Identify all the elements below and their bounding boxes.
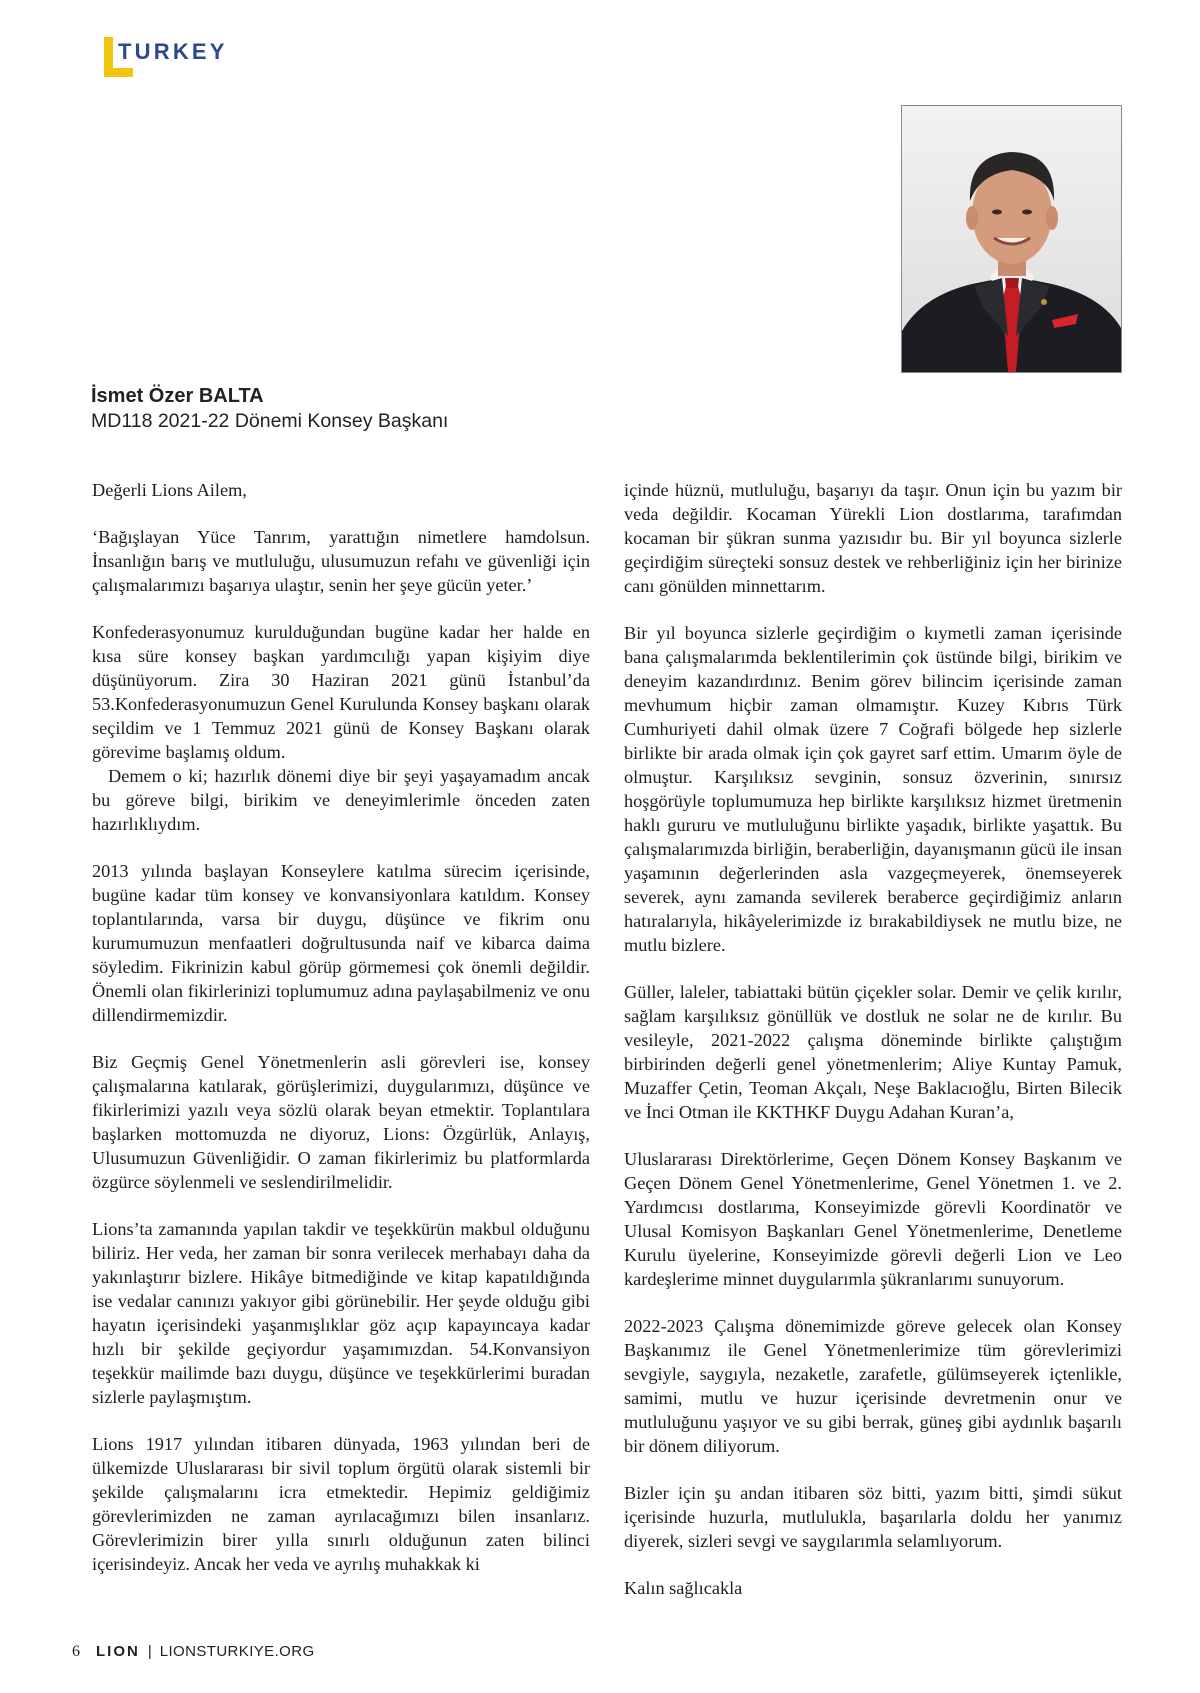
letter-paragraph: Konfederasyonumuz kurulduğundan bugüne kadar her halde en kısa süre konsey başkan yardımcılığı yapan kişiyim diye düşünüyorum. Zira 30 Haziran 2021 günü İstanbul’da 53.Konfederasyonumuzun Genel Kurulunda Konsey başkanı olarak seçildim ve 1 Temmuz 2021 günü de Konsey Başkanı olarak görevime başlamış oldum. <box>92 622 590 762</box>
letter-column-right <box>624 478 1122 1623</box>
author-photo <box>901 105 1122 373</box>
letter-paragraph: 2013 yılında başlayan Konseylere katılma sürecim içerisinde, bugüne kadar tüm konsey ve konvansiyonlara katıldım. Konsey toplantılarında, varsa bir duygu, düşünce ve fikrim onu kurumumuzun menfaatleri doğrultusunda naif ve kibarca daima söyledim. Fikrinizin kabul görüp görmemesi çok önemli değildir. Önemli olan fikirlerinizi toplumumuz adına paylaşabilmeniz ve onu dillendirmemizdir. <box>92 861 590 1025</box>
author-name: İsmet Özer BALTA <box>91 385 264 407</box>
page-number: 6 <box>72 1643 80 1660</box>
letter-paragraph: Değerli Lions Ailem, <box>92 480 247 500</box>
letter-paragraph: Güller, laleler, tabiattaki bütün çiçekler solar. Demir ve çelik kırılır, sağlam karşılıksız gönüllük ve dostluk ne solar ne de kırılır. Bu vesileyle, 2021-2022 çalışma döneminde birlikte çalıştığım birbirinden değerli genel yönetmenlerim; Aliye Kuntay Pamuk, Muzaffer Çetin, Teoman Akçalı, Neşe Baklacıoğlu, Birten Bilecik ve İnci Otman ile KKTHKF Duygu Adahan Kuran’a, <box>624 982 1122 1122</box>
page-footer <box>72 1643 315 1661</box>
website-link[interactable]: LIONSTURKIYE.ORG <box>159 1643 315 1660</box>
author-role: MD118 2021-22 Dönemi Konsey Başkanı <box>91 410 449 432</box>
letter-paragraph: Lions 1917 yılından itibaren dünyada, 1963 yılından beri de ülkemizde Uluslararası bir sivil toplum örgütü olarak sistemli bir şekilde çalışmalarını icra etmektedir. Hepimiz geldiğimiz görevlerimizden ne zaman ayrılacağımızı bilen insanlarız. Görevlerimizin birer yılla sınırlı olduğunun zaten bilinci içerisindeyiz. Ancak her veda ve ayrılış muhakkak ki <box>92 1434 590 1574</box>
letter-paragraph: 2022-2023 Çalışma dönemimizde göreve gelecek olan Konsey Başkanımız ile Genel Yönetmenlerimize tüm görevlerimizi sevgiyle, saygıyla, nezaketle, zarafetle, gülümseyerek içtenlikle, samimi, mutlu ve huzur içerisinde devretmenin onur ve mutluluğunu yaşıyor ve su gibi berrak, güneş gibi aydınlık başarılı bir dönem diliyorum. <box>624 1316 1122 1456</box>
letter-paragraph: Bizler için şu andan itibaren söz bitti, yazım bitti, şimdi sükut içerisinde huzurla, mutlulukla, başarılarla doldu her yanımız diyerek, sizleri sevgi ve saygılarımla selamlıyorum. <box>624 1483 1122 1551</box>
letter-paragraph: içinde hüznü, mutluluğu, başarıyı da taşır. Onun için bu yazım bir veda değildir. Kocaman Yürekli Lion dostlarıma, tarafımdan kocaman bir şükran sunma yazısıdır bu. Bir yıl boyunca sizlerle geçirdiğim süreçteki sonsuz destek ve rehberliğiniz için her birinize canı gönülden minnettarım. <box>624 480 1122 596</box>
letter-closing: Kalın sağlıcakla <box>624 1578 743 1598</box>
letter-paragraph: Lions’ta zamanında yapılan takdir ve teşekkürün makbul olduğunu biliriz. Her veda, her zaman bir sonra verilecek merhabayı daha da yakınlaştırır bizlere. Hikâye bitmediğinde ve kitap kapatıldığında ise vedalar canınızı yakıyor gibi görünebilir. Her şeyde olduğu gibi hayatın içerisindeki yaşanmışlıklar göz açıp kapayıncaya kadar hızlı bir şekilde geçiyordur yaşamımızdan. 54.Konvansiyon teşekkür mailimde bazı duygu, düşünce ve teşekkürlerimi buradan sizlerle paylaşmıştım. <box>92 1219 590 1407</box>
logo-text: TURKEY <box>118 39 228 64</box>
letter-column-left <box>92 478 590 1599</box>
footer-separator: | <box>147 1643 152 1660</box>
letter-paragraph: Demem o ki; hazırlık dönemi diye bir şeyi yaşayamadım ancak bu göreve bilgi, birikim ve deneyimlerimle önceden zaten hazırlıklıydım. <box>92 766 590 834</box>
letter-paragraph: Bir yıl boyunca sizlerle geçirdiğim o kıymetli zaman içerisinde bana çalışmalarımda beklentilerimin çok üstünde bilgi, birikim ve deneyim kazandırdınız. Benim görev bilincim içerisinde zaman mevhumum hiçbir zaman olmamıştır. Kuzey Kıbrıs Türk Cumhuriyeti dahil olmak üzere 7 Coğrafi bölgede hep sizlerle birlikte bir arada olmak için çok gayret sarf ettim. Umarım öyle de olmuştur. Karşılıksız sevginin, sonsuz özverinin, sınırsız hoşgörüyle toplumumuza hep birlikte karşılıksız hizmet üretmenin haklı gururu ve mutluluğunu birlikte yaşadık, birlikte yaşattık. Bu çalışmalarımızda birliğin, beraberliğin, dayanışmanın gücü ile insan yaşamının değerlerinden asla vazgeçmeyerek, önemseyerek severek, aynı zamanda sevilerek beraberce geçirdiğimiz anların hatıralarıyla, hikâyelerimizde iz bırakabildiysek ne mutlu bize, ne mutlu bizlere. <box>624 623 1122 955</box>
letter-paragraph: ‘Bağışlayan Yüce Tanrım, yarattığın nimetlere hamdolsun. İnsanlığın barış ve mutluluğu, ulusumuzun refahı ve güvenliği için çalışmalarımızı başarıya ulaştır, senin her şeye gücün yeter.’ <box>92 527 590 595</box>
magazine-brand: LION <box>96 1643 140 1660</box>
letter-paragraph: Biz Geçmiş Genel Yönetmenlerin asli görevleri ise, konsey çalışmalarına katılarak, görüşlerimizi, duygularımızı, düşünce ve fikirlerimizi yazılı veya sözlü olarak beyan etmektir. Toplantılara başlarken mottomuzda ne diyoruz, Lions: Özgürlük, Anlayış, Ulusumuzun Güvenliğidir. O zaman fikirlerimiz bu platformlarda özgürce söylenmeli ve seslendirilmelidir. <box>92 1052 590 1192</box>
letter-paragraph: Uluslararası Direktörlerime, Geçen Dönem Konsey Başkanım ve Geçen Dönem Genel Yönetmenlerime, Genel Yönetmen 1. ve 2. Yardımcısı dostlarıma, Konseyimizde görevli Koordinatör ve Ulusal Komisyon Başkanları Genel Yönetmenlerime, Denetleme Kurulu üyelerine, Konseyimizde görevli değerli Lion ve Leo kardeşlerime minnet duygularımla şükranlarımı sunuyorum. <box>624 1149 1122 1289</box>
turkey-logo <box>104 37 344 81</box>
